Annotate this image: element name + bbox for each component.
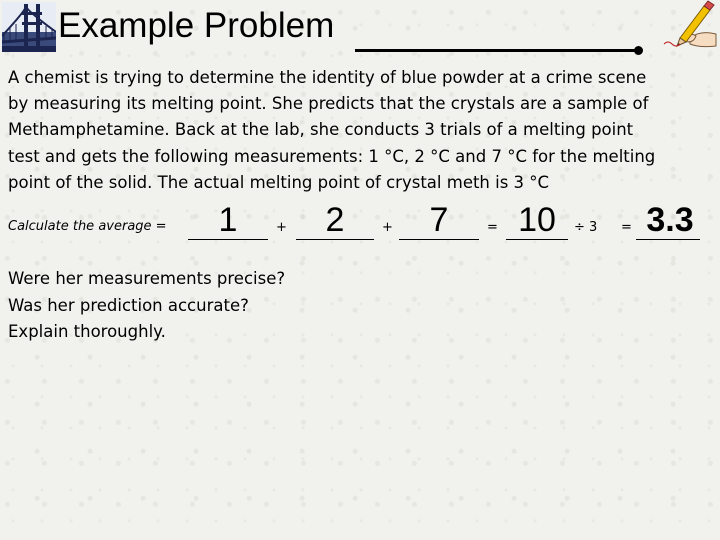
blank-value-1 <box>188 239 268 240</box>
average-calculation <box>0 203 720 243</box>
blank-value-3 <box>399 239 479 240</box>
title-underline <box>355 49 638 52</box>
calculation-label: Calculate the average = <box>8 219 167 234</box>
value-2: 2 <box>325 201 345 239</box>
divide-by-three: ÷ 3 <box>574 220 598 235</box>
value-3: 7 <box>429 201 449 239</box>
questions-list <box>8 266 285 346</box>
problem-line: point of the solid. The actual melting point of crystal meth is 3 °C <box>8 172 550 192</box>
hand-writing-pencil-icon <box>660 0 720 48</box>
equals-sign: = <box>487 220 498 235</box>
sum-value: 10 <box>518 201 556 239</box>
plus-sign: + <box>382 220 393 235</box>
problem-line: A chemist is trying to determine the identity of blue powder at a crime scene <box>8 68 647 87</box>
plus-sign: + <box>276 220 287 235</box>
equals-sign: = <box>621 220 632 235</box>
title-underline-endpoint <box>634 46 643 55</box>
problem-line: test and gets the following measurements: 1 °C, 2 °C and 7 °C for the melting <box>8 146 656 166</box>
bridge-logo-icon <box>2 2 56 52</box>
blank-sum <box>506 239 568 240</box>
blank-result <box>636 239 700 240</box>
question-item: Was her prediction accurate? <box>8 295 249 315</box>
page-title: Example Problem <box>58 6 335 45</box>
value-1: 1 <box>218 201 238 239</box>
problem-line: by measuring its melting point. She predicts that the crystals are a sample of <box>8 94 649 114</box>
question-item: Were her measurements precise? <box>8 269 286 288</box>
result-value: 3.3 <box>646 201 694 239</box>
blank-value-2 <box>296 239 374 240</box>
problem-statement <box>8 65 714 196</box>
problem-line: Methamphetamine. Back at the lab, she conducts 3 trials of a melting point <box>8 120 634 140</box>
question-item: Explain thoroughly. <box>8 322 166 341</box>
